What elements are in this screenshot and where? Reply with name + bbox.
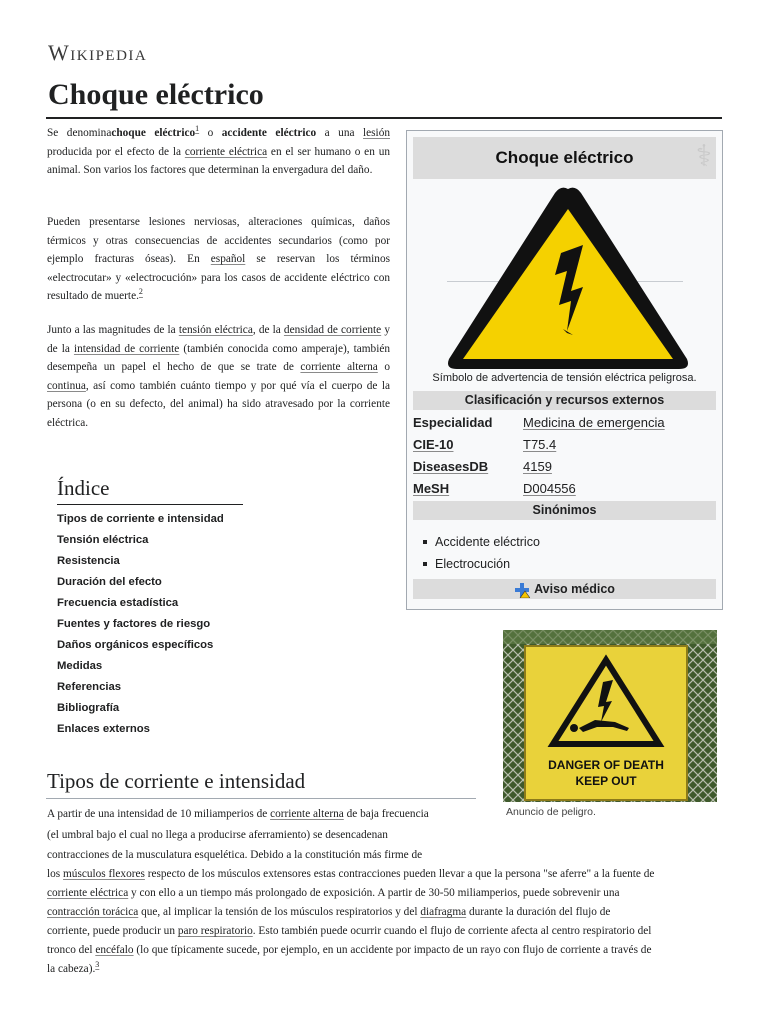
infobox-title-text: Choque eléctrico — [495, 148, 634, 167]
link-intensidad-corriente[interactable]: intensidad de corriente — [73, 342, 180, 355]
link-medicina-emergencia[interactable]: Medicina de emergencia — [523, 415, 665, 430]
text: . Esto también puede ocurrir cuando el flujo de corriente afecta al centro respiratorio del — [252, 925, 652, 937]
text: y de la — [47, 324, 390, 355]
synonym-item — [419, 535, 540, 549]
row-key[interactable]: CIE-10 — [413, 437, 454, 452]
toc-item[interactable]: Tensión eléctrica — [57, 534, 149, 546]
body-line — [47, 941, 651, 960]
row-key: Especialidad — [413, 415, 493, 430]
body-line — [47, 960, 99, 979]
text: , de la — [252, 324, 284, 336]
text: o — [377, 361, 390, 374]
body-line — [47, 805, 477, 824]
toc-item[interactable]: Fuentes y factores de riesgo — [57, 618, 211, 630]
synonym-item — [419, 557, 510, 571]
synonym-text: Accidente eléctrico — [435, 535, 540, 549]
section-divider — [46, 798, 476, 799]
text: la cabeza). — [47, 963, 96, 975]
text: , así como también cuánto tiempo y por qué vía el cuerpo de la persona (o en su defecto, del animal) ha sido atravesado por la corriente eléctrica. — [47, 379, 390, 429]
row-key[interactable]: DiseasesDB — [413, 459, 489, 474]
text: o — [199, 127, 222, 139]
term-bold: accidente eléctrico — [221, 127, 317, 139]
link-t754[interactable]: T75.4 — [523, 437, 557, 452]
link-corriente-alterna[interactable]: corriente alterna — [270, 808, 344, 820]
reference-link[interactable]: 2 — [138, 287, 143, 297]
body-line — [47, 846, 422, 865]
text: y con ello a un tiempo más prolongado de exposición. A partir de 30-50 miliamperios, puede sobrevenir una — [128, 887, 620, 899]
body-line — [47, 903, 610, 922]
toc-item[interactable]: Daños orgánicos específicos — [57, 639, 214, 651]
page-title: Choque eléctrico — [48, 78, 264, 111]
text: respecto de los músculos extensores estas contracciones pueden llevar a que la persona "se aferre" a la fuente de — [144, 868, 655, 880]
toc-item[interactable]: Medidas — [57, 660, 103, 672]
term-bold: choque eléctrico — [111, 127, 196, 139]
body-line — [47, 884, 620, 903]
link-lesion[interactable]: lesión — [363, 127, 390, 139]
infobox-band-sinonimos: Sinónimos — [413, 501, 716, 520]
text: (el umbral bajo el cual no llega a producirse aferramiento) se desencadenan — [47, 829, 388, 841]
text: tronco del — [47, 944, 96, 956]
medical-warning-icon — [514, 582, 530, 598]
infobox-row-especialidad — [413, 412, 716, 434]
infobox — [406, 130, 723, 610]
text: contracciones de la musculatura esquelética. Debido a la constitución más firme de — [47, 849, 423, 861]
body-line — [47, 865, 654, 884]
row-key[interactable]: MeSH — [413, 481, 450, 496]
intro-paragraph-3 — [47, 321, 390, 433]
infobox-row-cie10 — [413, 434, 716, 456]
caduceus-icon: ⚕ — [695, 140, 712, 173]
reference-link[interactable]: 3 — [95, 960, 100, 970]
infobox-caption: Símbolo de advertencia de tensión eléctrica peligrosa. — [432, 372, 697, 384]
text: (lo que típicamente sucede, por ejemplo, en un accidente por impacto de un rayo con flujo de corriente a través de — [133, 944, 652, 956]
medical-notice-label: Aviso médico — [534, 582, 615, 596]
link-corriente-electrica[interactable]: corriente eléctrica — [47, 887, 129, 899]
body-line — [47, 826, 388, 845]
text: Pueden presentarse lesiones nerviosas, alteraciones químicas, daños térmicos y otras consecuencias de accidentes secundarios (como por ejemplo fracturas óseas). En — [47, 216, 390, 266]
text: en el ser humano o en un animal. Son varios los factores que determinan la envergadura del daño. — [47, 145, 390, 177]
intro-paragraph-2 — [47, 213, 390, 306]
text: de baja frecuencia — [343, 808, 429, 820]
sign-text-line1: DANGER OF DEATH — [548, 758, 664, 772]
toc-item[interactable]: Resistencia — [57, 555, 120, 567]
high-voltage-warning-sign[interactable] — [443, 183, 693, 371]
text: producida por el efecto de la — [47, 145, 185, 158]
text: a una — [316, 127, 363, 139]
text: Junto a las magnitudes de la — [47, 324, 179, 336]
toc-item[interactable]: Tipos de corriente e intensidad — [57, 513, 224, 525]
text: Se denomina — [47, 127, 112, 139]
link-densidad-corriente[interactable]: densidad de corriente — [283, 324, 382, 336]
toc-item[interactable]: Enlaces externos — [57, 723, 150, 735]
link-4159[interactable]: 4159 — [523, 459, 552, 474]
link-musculos-flexores[interactable]: músculos flexores — [63, 868, 145, 880]
toc-divider — [57, 504, 243, 505]
photo-caption: Anuncio de peligro. — [506, 806, 596, 818]
link-espanol[interactable]: español — [210, 253, 246, 266]
intro-paragraph-1 — [47, 124, 390, 180]
infobox-band-clasificacion: Clasificación y recursos externos — [413, 391, 716, 410]
text: los — [47, 868, 64, 880]
synonym-text: Electrocución — [435, 557, 511, 571]
toc-item[interactable]: Duración del efecto — [57, 576, 162, 588]
infobox-row-mesh — [413, 478, 716, 500]
link-tension-electrica[interactable]: tensión eléctrica — [178, 324, 253, 336]
infobox-title — [413, 137, 716, 179]
text: corriente, puede producir un — [47, 925, 178, 937]
bullet-icon — [423, 540, 427, 544]
text: A partir de una intensidad de 10 miliamperios de — [47, 808, 271, 820]
infobox-row-diseasesdb — [413, 456, 716, 478]
sign-text-line2: KEEP OUT — [575, 774, 637, 788]
title-divider — [46, 117, 722, 119]
link-d004556[interactable]: D004556 — [523, 481, 576, 496]
danger-sign-photo[interactable] — [503, 630, 717, 802]
medical-notice-band[interactable] — [413, 579, 716, 599]
link-corriente-electrica[interactable]: corriente eléctrica — [184, 145, 268, 158]
toc-title: Índice — [57, 476, 110, 500]
body-line — [47, 922, 651, 941]
text: (también conocida como amperaje), también desempeña un papel el hecho de que se trate de — [47, 342, 390, 374]
text: durante la duración del flujo de — [466, 906, 611, 918]
link-diafragma[interactable]: diafragma — [420, 906, 467, 918]
wikipedia-logo[interactable]: Wikipedia — [48, 40, 148, 65]
reference-link[interactable]: 1 — [195, 124, 200, 134]
toc-item[interactable]: Referencias — [57, 681, 122, 693]
toc-item[interactable]: Bibliografía — [57, 702, 120, 714]
bullet-icon — [423, 562, 427, 566]
link-contraccion-toracica[interactable]: contracción torácica — [47, 906, 139, 918]
link-corriente-alterna[interactable]: corriente alterna — [300, 361, 378, 374]
link-continua[interactable]: continua — [47, 379, 86, 392]
link-paro-respiratorio[interactable]: paro respiratorio — [177, 925, 253, 937]
toc-item[interactable]: Frecuencia estadística — [57, 597, 179, 609]
text: que, al implicar la tensión de los músculos respiratorios y del — [138, 906, 421, 918]
text: se reservan los términos «electrocutar» y «electrocución» para los casos de accidente eléctrico con resultado de muerte. — [47, 253, 390, 303]
link-encefalo[interactable]: encéfalo — [95, 944, 134, 956]
section-heading: Tipos de corriente e intensidad — [47, 769, 306, 793]
